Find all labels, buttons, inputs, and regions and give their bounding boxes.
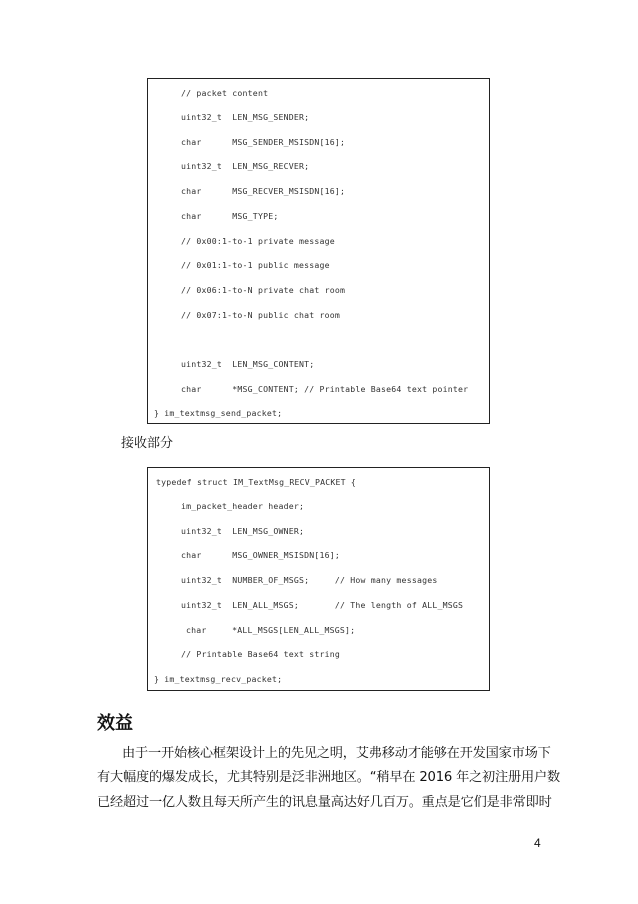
code-line: uint32_t LEN_ALL_MSGS; // The length of ALL_MSGS <box>181 600 464 610</box>
recv-packet-code-block <box>147 467 490 691</box>
section-label-receive: 接收部分 <box>121 436 174 451</box>
code-line: // 0x07:1-to-N public chat room <box>181 310 341 320</box>
code-line: uint32_t LEN_MSG_SENDER; <box>181 112 310 122</box>
paragraph-line: 由于一开始核心框架设计上的先见之明，艾弗移动才能够在开发国家市场下 <box>122 746 551 761</box>
code-line: // 0x00:1-to-1 private message <box>181 236 335 246</box>
paragraph-line: 已经超过一亿人数且每天所产生的讯息量高达好几百万。重点是它们是非常即时 <box>97 795 552 810</box>
code-line: uint32_t LEN_MSG_OWNER; <box>181 526 305 536</box>
code-line: im_packet_header header; <box>181 501 305 511</box>
code-line: uint32_t NUMBER_OF_MSGS; // How many messages <box>181 575 438 585</box>
code-line: uint32_t LEN_MSG_CONTENT; <box>181 359 315 369</box>
code-line: char *ALL_MSGS[LEN_ALL_MSGS]; <box>186 625 356 635</box>
code-line: char *MSG_CONTENT; // Printable Base64 text pointer <box>181 384 469 394</box>
section-heading-benefits: 效益 <box>97 713 133 734</box>
code-line: // Printable Base64 text string <box>181 649 341 659</box>
code-line: char MSG_TYPE; <box>181 211 279 221</box>
code-line: char MSG_SENDER_MSISDN[16]; <box>181 137 346 147</box>
code-line: uint32_t LEN_MSG_RECVER; <box>181 161 310 171</box>
send-packet-code-block <box>147 78 490 424</box>
code-line: char MSG_RECVER_MSISDN[16]; <box>181 186 346 196</box>
code-line: } im_textmsg_send_packet; <box>154 408 283 418</box>
page-number: 4 <box>534 836 541 850</box>
code-line: // 0x06:1-to-N private chat room <box>181 285 346 295</box>
code-line: // 0x01:1-to-1 public message <box>181 260 330 270</box>
code-line: // packet content <box>181 88 269 98</box>
code-line: char MSG_OWNER_MSISDN[16]; <box>181 550 341 560</box>
paragraph-line: 有大幅度的爆发成长，尤其特别是泛非洲地区。“稍早在 2016 年之初注册用户数 <box>97 770 560 785</box>
code-line: typedef struct IM_TextMsg_RECV_PACKET { <box>156 477 357 487</box>
code-line: } im_textmsg_recv_packet; <box>154 674 283 684</box>
